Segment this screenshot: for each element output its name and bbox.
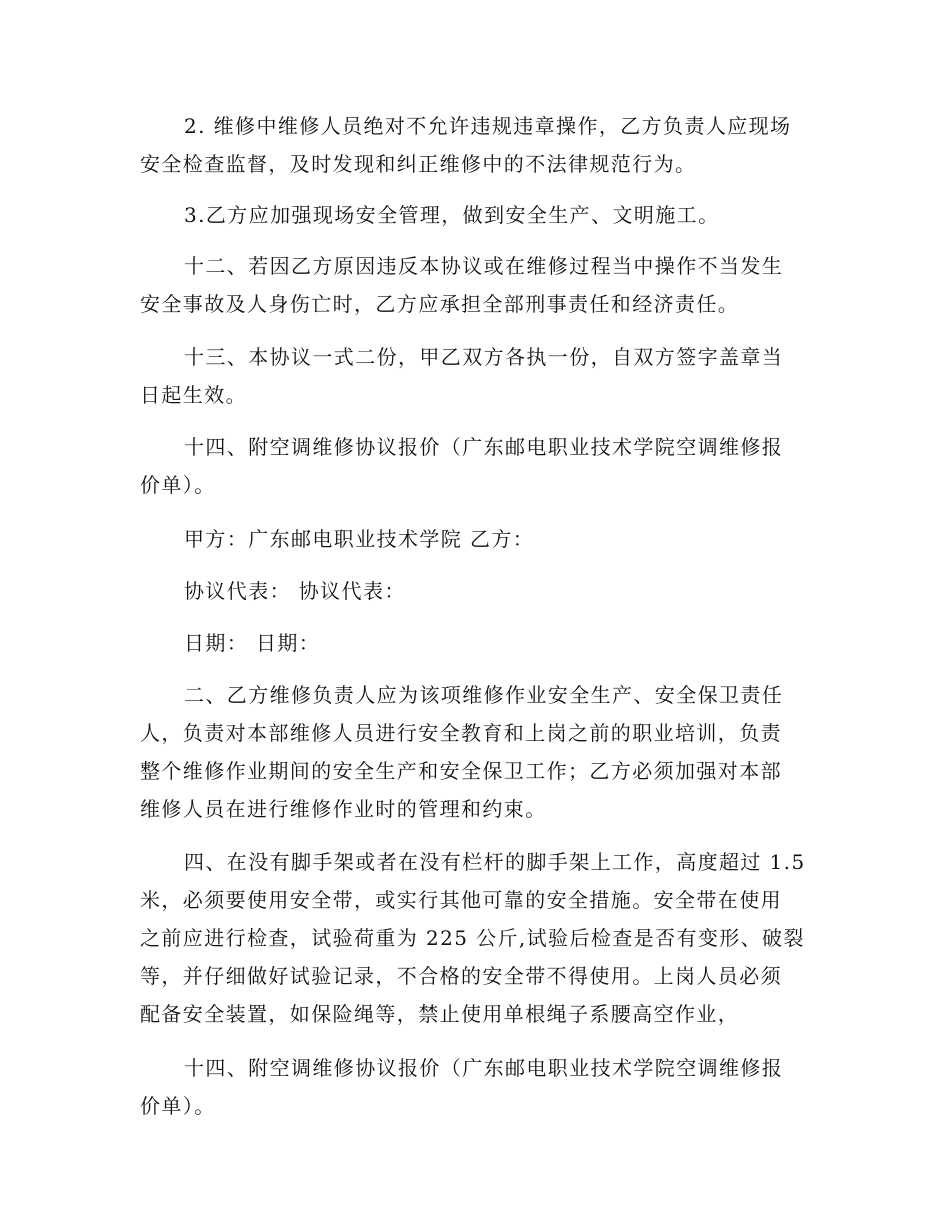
text-line: 十三、本协议一式二份，甲乙双方各执一份，自双方签字盖章当 [184, 345, 784, 369]
text-line: 人，负责对本部维修人员进行安全教育和上岗之前的职业培训，负责 [140, 721, 782, 745]
text-line: 协议代表： 协议代表： [184, 579, 406, 603]
paragraph-clause-2 [140, 676, 820, 828]
text-line: 2. 维修中维修人员绝对不允许违规违章操作，乙方负责人应现场 [184, 114, 792, 138]
text-line: 维修人员在进行维修作业时的管理和约束。 [140, 797, 547, 821]
text-line: 日期： 日期： [184, 631, 321, 655]
party-line [140, 520, 820, 558]
text-line: 安全检查监督，及时发现和纠正维修中的不法律规范行为。 [140, 152, 697, 176]
paragraph-clause-13 [140, 338, 820, 414]
paragraph-clause-14 [140, 428, 820, 504]
representative-line [140, 572, 820, 610]
paragraph-clause-14-repeat [140, 1049, 820, 1125]
text-line: 甲方：广东邮电职业技术学院 乙方： [184, 527, 535, 551]
text-line: 配备安全装置，如保险绳等，禁止使用单根绳子系腰高空作业， [140, 1002, 740, 1026]
text-line: 十二、若因乙方原因违反本协议或在维修过程当中操作不当发生 [184, 254, 784, 278]
paragraph-clause-4 [140, 843, 820, 1033]
paragraph-item-3 [140, 196, 820, 234]
text-line: 安全事故及人身伤亡时，乙方应承担全部刑事责任和经济责任。 [140, 292, 740, 316]
text-line: 整个维修作业期间的安全生产和安全保卫工作；乙方必须加强对本部 [140, 759, 782, 783]
text-line: 日起生效。 [140, 383, 247, 407]
text-line: 米，必须要使用安全带，或实行其他可靠的安全措施。安全带在使用 [140, 888, 782, 912]
paragraph-clause-12 [140, 247, 820, 323]
text-line: 四、在没有脚手架或者在没有栏杆的脚手架上工作，高度超过 1.5 [184, 850, 806, 874]
text-line: 价单）。 [140, 1094, 216, 1118]
date-line [140, 624, 820, 662]
text-line: 3.乙方应加强现场安全管理，做到安全生产、文明施工。 [184, 203, 720, 227]
text-line: 十四、附空调维修协议报价（广东邮电职业技术学院空调维修报 [184, 435, 784, 459]
text-line: 之前应进行检查，试验荷重为 225 公斤,试验后检查是否有变形、破裂 [140, 926, 805, 950]
text-line: 十四、附空调维修协议报价（广东邮电职业技术学院空调维修报 [184, 1056, 784, 1080]
text-line: 二、乙方维修负责人应为该项维修作业安全生产、安全保卫责任 [184, 683, 784, 707]
text-line: 等，并仔细做好试验记录，不合格的安全带不得使用。上岗人员必须 [140, 964, 782, 988]
text-line: 价单）。 [140, 473, 216, 497]
paragraph-item-2 [140, 107, 820, 183]
